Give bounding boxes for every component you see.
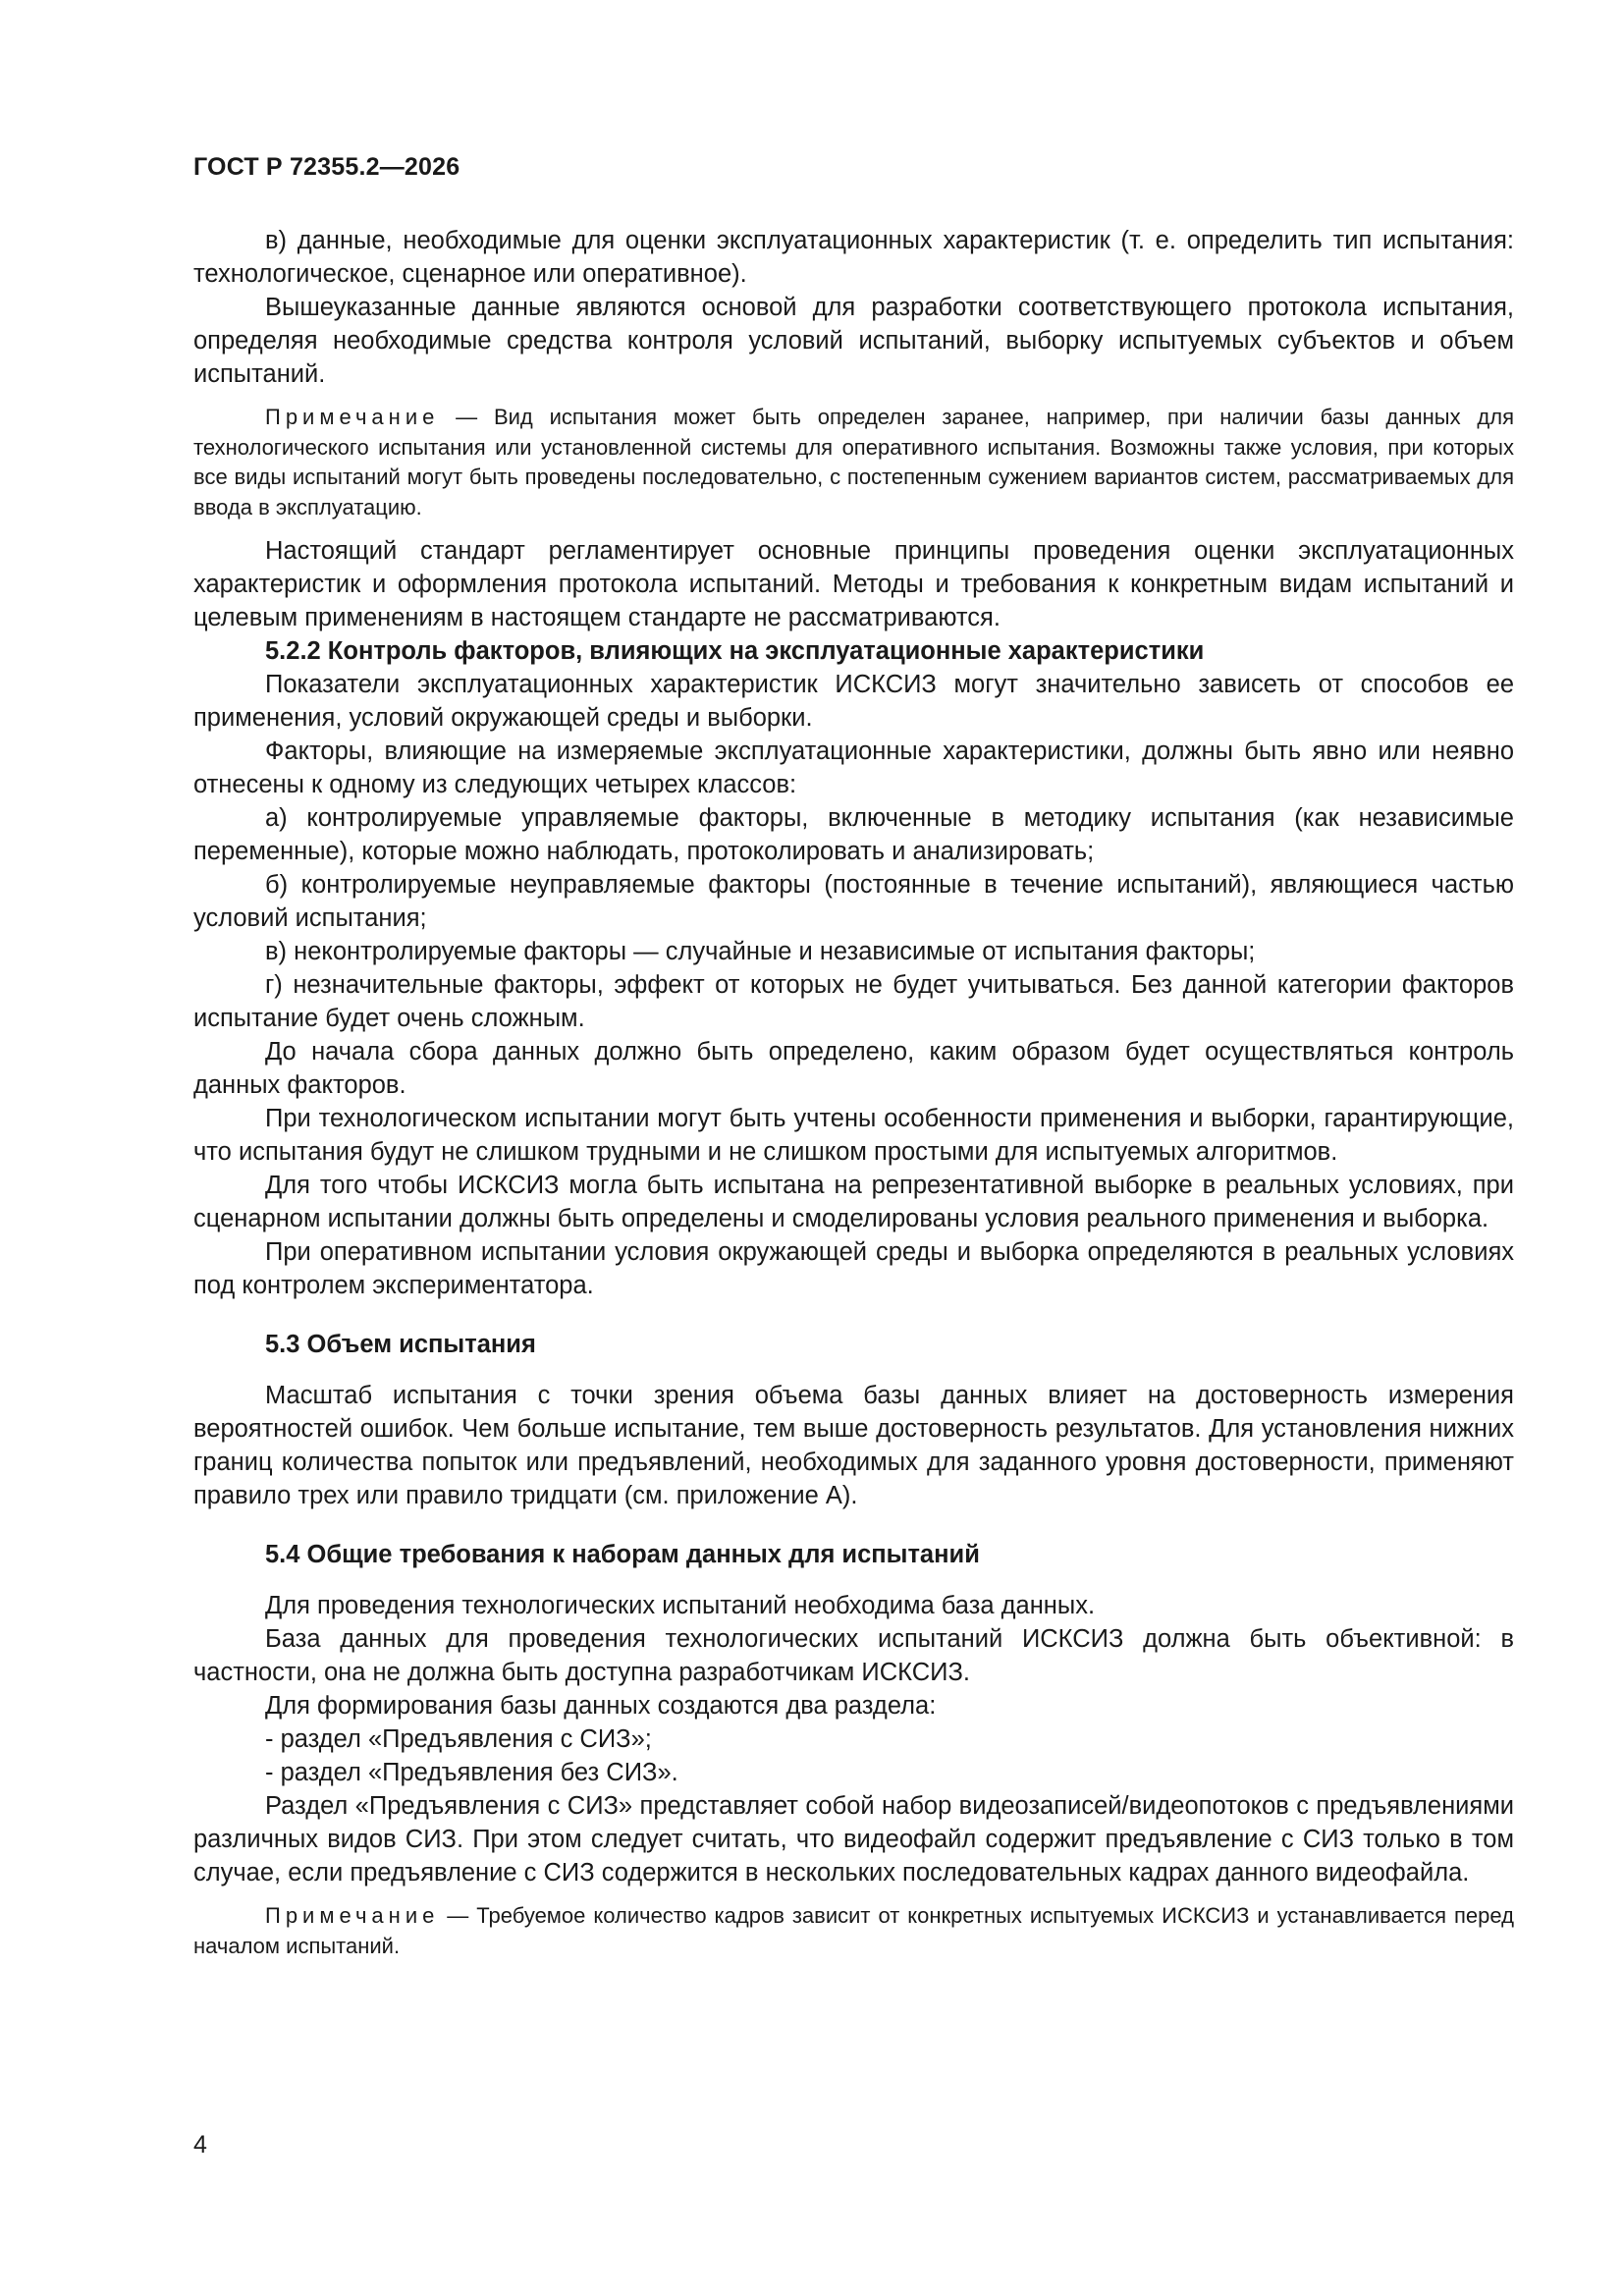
note-label: Примечание: [265, 1903, 440, 1928]
paragraph: База данных для проведения технологических испытаний ИСКСИЗ должна быть объективной: в частности, она не должна быть доступна разработчикам ИСКСИЗ.: [193, 1625, 1514, 1686]
dash-list-item: - раздел «Предъявления без СИЗ».: [265, 1759, 678, 1786]
document-code-header: ГОСТ Р 72355.2—2026: [193, 153, 460, 181]
section-heading-5-2-2: 5.2.2 Контроль факторов, влияющих на эксплуатационные характеристики: [265, 637, 1205, 665]
page-body: [193, 224, 1514, 1961]
list-item-v: в) неконтролируемые факторы — случайные и независимые от испытания факторы;: [265, 938, 1256, 965]
paragraph: Для проведения технологических испытаний необходима база данных.: [265, 1592, 1096, 1619]
note-text: — Требуемое количество кадров зависит от конкретных испытуемых ИСКСИЗ и устанавливается перед началом испытаний.: [193, 1903, 1514, 1958]
paragraph: Настоящий стандарт регламентирует основные принципы проведения оценки эксплуатационных характеристик и оформления протокола испытаний. Методы и требования к конкретным видам испытаний и целевым применениям в настоящем стандарте не рассматриваются.: [193, 537, 1514, 631]
note: [193, 403, 1514, 522]
list-item-g: г) незначительные факторы, эффект от которых не будет учитываться. Без данной категории факторов испытание будет очень сложным.: [193, 971, 1514, 1032]
paragraph: При технологическом испытании могут быть учтены особенности применения и выборки, гарантирующие, что испытания будут не слишком трудными и не слишком простыми для испытуемых алгоритмов.: [193, 1105, 1514, 1166]
list-item-a: а) контролируемые управляемые факторы, включенные в методику испытания (как независимые переменные), которые можно наблюдать, протоколировать и анализировать;: [193, 804, 1514, 865]
paragraph: Вышеуказанные данные являются основой для разработки соответствующего протокола испытания, определяя необходимые средства контроля условий испытаний, выборку испытуемых субъектов и объем испытаний.: [193, 294, 1514, 388]
note: [193, 1901, 1514, 1961]
paragraph: Масштаб испытания с точки зрения объема базы данных влияет на достоверность измерения вероятностей ошибок. Чем больше испытание, тем выше достоверность результатов. Для установления нижних границ количества попыток или предъявлений, необходимых для заданного уровня достоверности, применяют правило трех или правило тридцати (см. приложение А).: [193, 1382, 1514, 1509]
note-label: Примечание: [265, 405, 440, 429]
paragraph: Факторы, влияющие на измеряемые эксплуатационные характеристики, должны быть явно или неявно отнесены к одному из следующих четырех классов:: [193, 738, 1514, 798]
paragraph: При оперативном испытании условия окружающей среды и выборка определяются в реальных условиях под контролем экспериментатора.: [193, 1238, 1514, 1299]
paragraph: До начала сбора данных должно быть определено, каким образом будет осуществляться контроль данных факторов.: [193, 1038, 1514, 1099]
dash-list-item: - раздел «Предъявления с СИЗ»;: [265, 1725, 652, 1753]
page-number: 4: [193, 2131, 207, 2159]
paragraph: Для того чтобы ИСКСИЗ могла быть испытана на репрезентативной выборке в реальных условиях, при сценарном испытании должны быть определены и смоделированы условия реального применения и выборка.: [193, 1172, 1514, 1232]
paragraph: Для формирования базы данных создаются два раздела:: [265, 1692, 937, 1720]
paragraph: Раздел «Предъявления с СИЗ» представляет собой набор видеозаписей/видеопотоков с предъявлениями различных видов СИЗ. При этом следует считать, что видеофайл содержит предъявление с СИЗ только в том случае, если предъявление с СИЗ содержится в нескольких последовательных кадрах данного видеофайла.: [193, 1792, 1514, 1886]
list-item-b: б) контролируемые неуправляемые факторы (постоянные в течение испытаний), являющиеся частью условий испытания;: [193, 871, 1514, 932]
paragraph: в) данные, необходимые для оценки эксплуатационных характеристик (т. е. определить тип испытания: технологическое, сценарное или оперативное).: [193, 227, 1514, 288]
section-heading-5-3: 5.3 Объем испытания: [265, 1331, 536, 1358]
paragraph: Показатели эксплуатационных характеристик ИСКСИЗ могут значительно зависеть от способов ее применения, условий окружающей среды и выборки.: [193, 671, 1514, 732]
note-text: — Вид испытания может быть определен заранее, например, при наличии базы данных для технологического испытания или установленной системы для оперативного испытания. Возможны также условия, при которых все виды испытаний могут быть проведены последовательно, с постепенным сужением вариантов систем, рассматриваемых для ввода в эксплуатацию.: [193, 405, 1514, 519]
section-heading-5-4: 5.4 Общие требования к наборам данных для испытаний: [265, 1541, 980, 1568]
